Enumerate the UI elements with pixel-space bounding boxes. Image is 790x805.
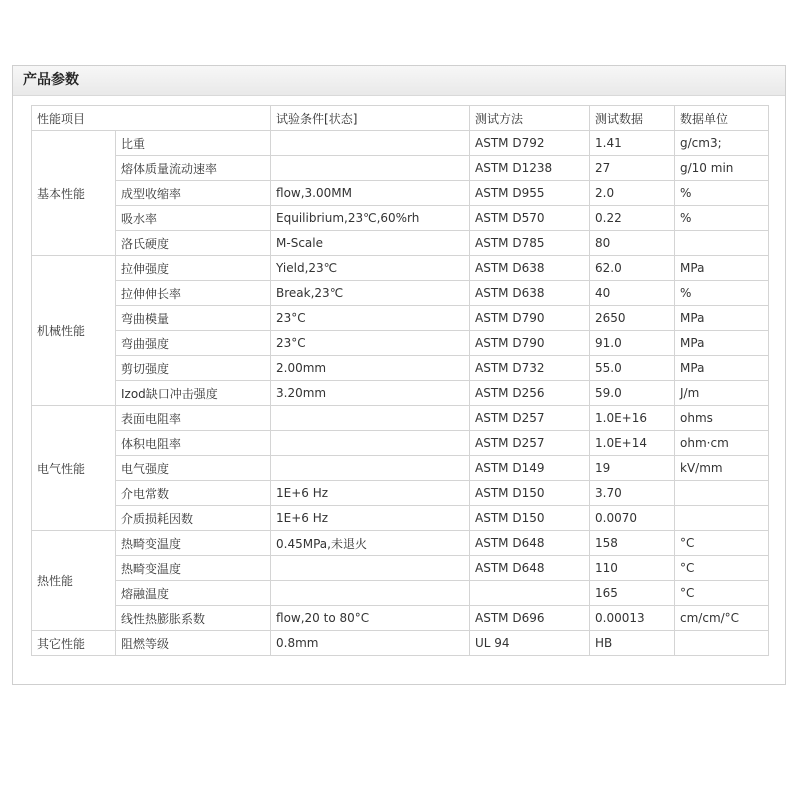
table-row: [32, 156, 769, 181]
value-cell: 0.22: [590, 206, 675, 231]
value-cell: 62.0: [590, 256, 675, 281]
condition-cell: 23°C: [271, 331, 470, 356]
group-label: 热性能: [32, 531, 116, 631]
table-row: [32, 206, 769, 231]
method-cell: ASTM D638: [470, 256, 590, 281]
method-cell: ASTM D570: [470, 206, 590, 231]
condition-cell: 0.45MPa,未退火: [271, 531, 470, 556]
table-row: [32, 256, 769, 281]
value-cell: 59.0: [590, 381, 675, 406]
unit-cell: g/cm3;: [675, 131, 769, 156]
unit-cell: cm/cm/°C: [675, 606, 769, 631]
value-cell: 2650: [590, 306, 675, 331]
spec-table-body: [32, 106, 769, 656]
method-cell: ASTM D648: [470, 531, 590, 556]
method-cell: ASTM D257: [470, 406, 590, 431]
value-cell: 1.0E+14: [590, 431, 675, 456]
condition-cell: flow,3.00MM: [271, 181, 470, 206]
table-row: [32, 281, 769, 306]
method-cell: ASTM D790: [470, 331, 590, 356]
unit-cell: [675, 481, 769, 506]
spec-table: [31, 105, 769, 656]
property-cell: 成型收缩率: [116, 181, 271, 206]
table-row: [32, 631, 769, 656]
property-cell: 拉伸强度: [116, 256, 271, 281]
header-value: 测试数据: [590, 106, 675, 131]
property-cell: 表面电阻率: [116, 406, 271, 431]
table-row: [32, 556, 769, 581]
property-cell: 热畸变温度: [116, 556, 271, 581]
value-cell: 1.0E+16: [590, 406, 675, 431]
property-cell: 吸水率: [116, 206, 271, 231]
condition-cell: [271, 131, 470, 156]
method-cell: [470, 581, 590, 606]
method-cell: ASTM D955: [470, 181, 590, 206]
unit-cell: [675, 631, 769, 656]
group-label: 机械性能: [32, 256, 116, 406]
property-cell: 介电常数: [116, 481, 271, 506]
property-cell: 热畸变温度: [116, 531, 271, 556]
value-cell: 91.0: [590, 331, 675, 356]
table-row: [32, 456, 769, 481]
group-label: 基本性能: [32, 131, 116, 256]
condition-cell: 0.8mm: [271, 631, 470, 656]
method-cell: ASTM D732: [470, 356, 590, 381]
unit-cell: °C: [675, 581, 769, 606]
property-cell: 弯曲强度: [116, 331, 271, 356]
unit-cell: MPa: [675, 256, 769, 281]
condition-cell: 1E+6 Hz: [271, 481, 470, 506]
unit-cell: MPa: [675, 331, 769, 356]
table-row: [32, 131, 769, 156]
method-cell: ASTM D150: [470, 506, 590, 531]
property-cell: 剪切强度: [116, 356, 271, 381]
unit-cell: [675, 231, 769, 256]
property-cell: 阻燃等级: [116, 631, 271, 656]
value-cell: 2.0: [590, 181, 675, 206]
unit-cell: ohms: [675, 406, 769, 431]
value-cell: 55.0: [590, 356, 675, 381]
property-cell: 拉伸伸长率: [116, 281, 271, 306]
table-row: [32, 231, 769, 256]
value-cell: 19: [590, 456, 675, 481]
value-cell: 80: [590, 231, 675, 256]
table-row: [32, 331, 769, 356]
property-cell: 比重: [116, 131, 271, 156]
value-cell: 40: [590, 281, 675, 306]
table-row: [32, 306, 769, 331]
property-cell: 弯曲模量: [116, 306, 271, 331]
table-row: [32, 531, 769, 556]
unit-cell: MPa: [675, 356, 769, 381]
condition-cell: Yield,23℃: [271, 256, 470, 281]
property-cell: 线性热膨胀系数: [116, 606, 271, 631]
method-cell: ASTM D790: [470, 306, 590, 331]
method-cell: ASTM D257: [470, 431, 590, 456]
method-cell: ASTM D785: [470, 231, 590, 256]
property-cell: 电气强度: [116, 456, 271, 481]
value-cell: 158: [590, 531, 675, 556]
method-cell: ASTM D150: [470, 481, 590, 506]
value-cell: 1.41: [590, 131, 675, 156]
condition-cell: flow,20 to 80°C: [271, 606, 470, 631]
value-cell: HB: [590, 631, 675, 656]
unit-cell: °C: [675, 531, 769, 556]
condition-cell: [271, 581, 470, 606]
method-cell: ASTM D696: [470, 606, 590, 631]
condition-cell: 1E+6 Hz: [271, 506, 470, 531]
header-condition: 试验条件[状态]: [271, 106, 470, 131]
condition-cell: 2.00mm: [271, 356, 470, 381]
method-cell: ASTM D648: [470, 556, 590, 581]
unit-cell: g/10 min: [675, 156, 769, 181]
method-cell: ASTM D1238: [470, 156, 590, 181]
group-label: 电气性能: [32, 406, 116, 531]
condition-cell: 3.20mm: [271, 381, 470, 406]
value-cell: 0.00013: [590, 606, 675, 631]
table-row: [32, 506, 769, 531]
unit-cell: [675, 506, 769, 531]
unit-cell: %: [675, 181, 769, 206]
unit-cell: ohm·cm: [675, 431, 769, 456]
unit-cell: °C: [675, 556, 769, 581]
method-cell: UL 94: [470, 631, 590, 656]
product-parameters-panel: [12, 65, 786, 685]
condition-cell: [271, 431, 470, 456]
table-row: [32, 431, 769, 456]
table-row: [32, 356, 769, 381]
method-cell: ASTM D149: [470, 456, 590, 481]
condition-cell: [271, 406, 470, 431]
condition-cell: [271, 456, 470, 481]
condition-cell: M-Scale: [271, 231, 470, 256]
value-cell: 0.0070: [590, 506, 675, 531]
condition-cell: Break,23℃: [271, 281, 470, 306]
table-row: [32, 606, 769, 631]
property-cell: 熔融温度: [116, 581, 271, 606]
property-cell: 洛氏硬度: [116, 231, 271, 256]
value-cell: 110: [590, 556, 675, 581]
header-category: 性能项目: [32, 106, 271, 131]
value-cell: 27: [590, 156, 675, 181]
value-cell: 165: [590, 581, 675, 606]
table-row: [32, 406, 769, 431]
property-cell: 体积电阻率: [116, 431, 271, 456]
property-cell: Izod缺口冲击强度: [116, 381, 271, 406]
header-unit: 数据单位: [675, 106, 769, 131]
table-header-row: [32, 106, 769, 131]
unit-cell: MPa: [675, 306, 769, 331]
condition-cell: Equilibrium,23℃,60%rh: [271, 206, 470, 231]
table-row: [32, 381, 769, 406]
method-cell: ASTM D792: [470, 131, 590, 156]
table-row: [32, 481, 769, 506]
unit-cell: %: [675, 206, 769, 231]
unit-cell: %: [675, 281, 769, 306]
method-cell: ASTM D638: [470, 281, 590, 306]
group-label: 其它性能: [32, 631, 116, 656]
table-row: [32, 181, 769, 206]
property-cell: 介质损耗因数: [116, 506, 271, 531]
condition-cell: 23°C: [271, 306, 470, 331]
method-cell: ASTM D256: [470, 381, 590, 406]
condition-cell: [271, 556, 470, 581]
property-cell: 熔体质量流动速率: [116, 156, 271, 181]
value-cell: 3.70: [590, 481, 675, 506]
condition-cell: [271, 156, 470, 181]
unit-cell: J/m: [675, 381, 769, 406]
panel-title: 产品参数: [13, 66, 785, 96]
table-row: [32, 581, 769, 606]
header-method: 测试方法: [470, 106, 590, 131]
unit-cell: kV/mm: [675, 456, 769, 481]
